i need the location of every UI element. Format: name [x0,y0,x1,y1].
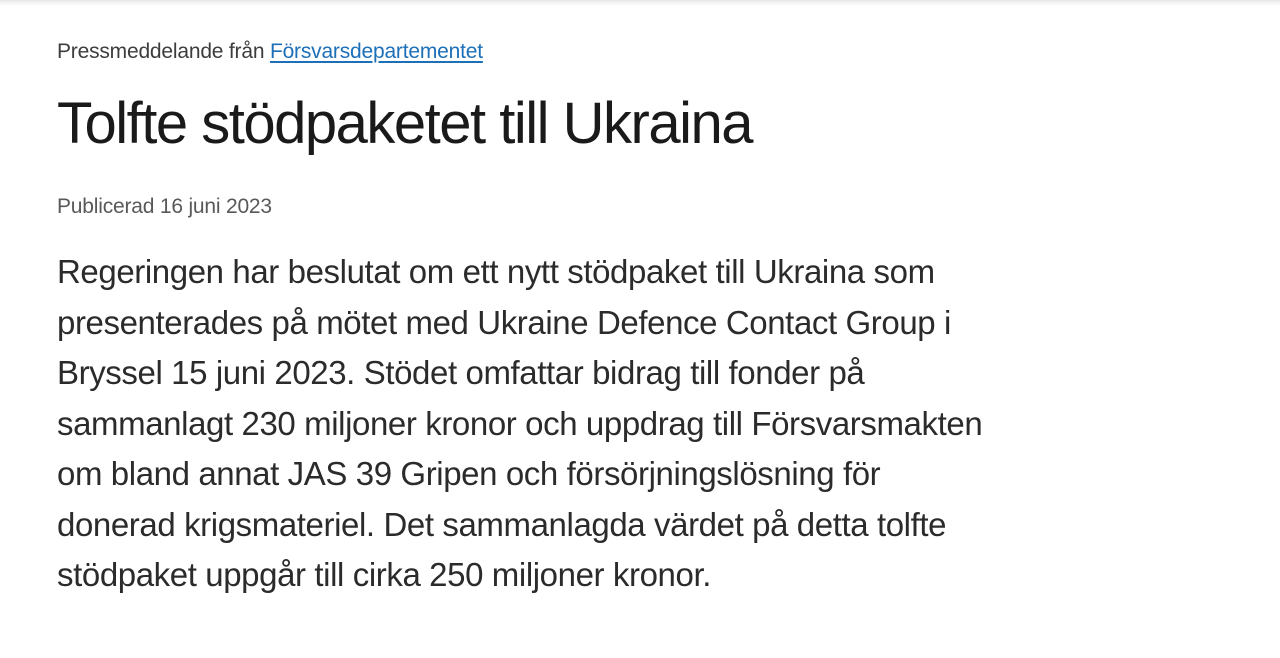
department-link[interactable]: Försvarsdepartementet [269,40,483,63]
paragraph-line: stödpaket uppgår till cirka 250 miljoner kronor. [57,556,711,593]
paragraph-line: presenterades på mötet med Ukraine Defence Contact Group i [57,303,951,341]
paragraph-line: om bland annat JAS 39 Gripen och försörjningslösning för [57,455,881,492]
press-release-label: Pressmeddelande från [57,40,270,63]
paragraph-line: donerad krigsmateriel. Det sammanlagda värdet på detta tolfte [57,505,947,543]
meta-line [57,40,1130,64]
paragraph-line: sammanlagt 230 miljoner kronor och uppdrag till Försvarsmakten [57,404,983,442]
paragraph-line: Regeringen har beslutat om ett nytt stödpaket till Ukraina som [57,253,935,290]
paragraph-line: Bryssel 15 juni 2023. Stödet omfattar bidrag till fonder på [57,354,865,391]
page-title: Tolfte stödpaketet till Ukraina [57,91,752,156]
article-lead [57,247,1130,601]
published-date: Publicerad 16 juni 2023 [57,195,272,218]
press-release-article [0,6,1190,601]
